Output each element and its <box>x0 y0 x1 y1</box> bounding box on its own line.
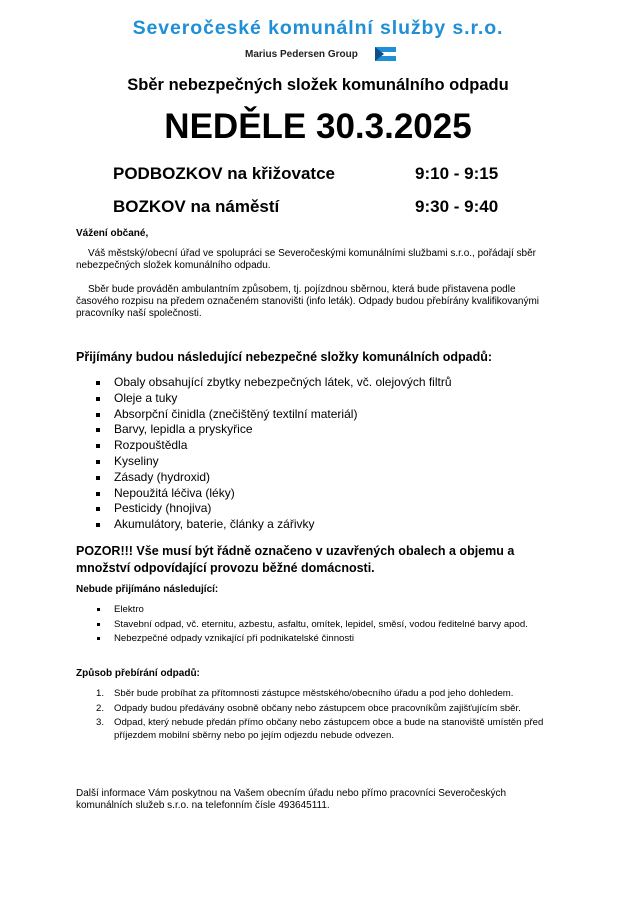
list-item <box>96 688 566 700</box>
accepted-list <box>96 375 452 533</box>
list-item-text: Kyseliny <box>114 453 159 468</box>
greeting: Vážení občané, <box>76 228 149 239</box>
stop-time: 9:10 - 9:15 <box>415 164 499 183</box>
list-item <box>96 619 556 631</box>
list-item <box>96 633 556 645</box>
list-item-text: Oleje a tuky <box>114 390 178 405</box>
list-item-text: Barvy, lepidla a pryskyřice <box>114 422 253 437</box>
method-list <box>96 688 566 744</box>
list-number: 2. <box>96 702 105 714</box>
method-paragraph: Sběr bude prováděn ambulantním způsobem, tj. pojízdnou sběrnou, která bude přistavena podle časového rozpisu na předem označeném stanovišti (info leták). Odpady budou přebírány kvalifikovanými pracovníky naší společnosti. <box>76 284 540 320</box>
warning-text: POZOR!!! Vše musí být řádně označeno v uzavřených obalech a objemu a množství odpovídající provozu běžné domácnosti. <box>76 544 515 575</box>
bullet-icon <box>96 507 100 511</box>
list-item-text: Odpady budou předávány osobně občany nebo zástupcem obce pracovníkům zajišťujícím sběr. <box>114 702 521 714</box>
list-item <box>96 717 566 741</box>
group-name: Marius Pedersen Group <box>245 49 358 60</box>
stop-place: PODBOZKOV na křižovatce <box>113 164 336 183</box>
list-item-text: Akumulátory, baterie, články a zářivky <box>114 517 315 532</box>
not-accepted-list <box>96 604 556 648</box>
list-item <box>96 470 452 486</box>
marius-pedersen-logo-icon <box>375 47 396 61</box>
list-item <box>96 604 556 616</box>
list-item-text: Sběr bude probíhat za přítomnosti zástupce městského/obecního úřadu a pod jeho dohledem. <box>114 688 514 699</box>
list-item <box>96 438 452 454</box>
bullet-icon <box>97 623 100 626</box>
list-number: 1. <box>96 688 105 699</box>
stop-row <box>113 164 499 184</box>
bullet-icon <box>96 381 100 385</box>
list-item-text: Odpad, který nebude předán přímo občany nebo zástupcem obce a bude na stanoviště umístěn před příjezdem mobilní sběrny nebo po jejím odjezdu nebude odvezen. <box>114 717 544 741</box>
bullet-icon <box>96 460 100 464</box>
list-item-text: Nebezpečné odpady vznikající při podnikatelské činnosti <box>114 633 354 645</box>
list-item-text: Absorpční činidla (znečištěný textilní materiál) <box>114 406 358 421</box>
method-heading: Způsob přebírání odpadů: <box>76 668 200 679</box>
list-item <box>96 375 452 391</box>
list-item <box>96 703 566 715</box>
bullet-icon <box>96 428 100 432</box>
list-item <box>96 407 452 423</box>
list-number: 3. <box>96 717 105 729</box>
not-accepted-heading: Nebude přijímáno následující: <box>76 584 219 595</box>
bullet-icon <box>97 608 100 611</box>
list-item-text: Nepoužitá léčiva (léky) <box>114 485 235 500</box>
bullet-icon <box>96 523 100 527</box>
company-name: Severočeské komunální služby s.r.o. <box>132 17 504 39</box>
event-date: NEDĚLE 30.3.2025 <box>164 107 472 146</box>
list-item-text: Pesticidy (hnojiva) <box>114 501 212 516</box>
stop-place: BOZKOV na náměstí <box>113 197 280 216</box>
bullet-icon <box>96 492 100 496</box>
bullet-icon <box>96 476 100 480</box>
list-item <box>96 517 452 533</box>
bullet-icon <box>96 413 100 417</box>
list-item <box>96 422 452 438</box>
list-item <box>96 454 452 470</box>
list-item-text: Stavební odpad, vč. eternitu, azbestu, asfaltu, omítek, lepidel, směsí, vodou ředitelné barvy apod. <box>114 618 528 630</box>
stop-time: 9:30 - 9:40 <box>415 197 499 216</box>
accepted-heading: Přijímány budou následující nebezpečné složky komunálních odpadů: <box>76 350 493 364</box>
page-title: Sběr nebezpečných složek komunálního odpadu <box>127 76 509 94</box>
list-item-text: Rozpouštědla <box>114 438 188 453</box>
list-item <box>96 486 452 502</box>
list-item-text: Obaly obsahující zbytky nebezpečných látek, vč. olejových filtrů <box>114 375 452 389</box>
bullet-icon <box>97 637 100 640</box>
list-item <box>96 391 452 407</box>
intro-paragraph: Váš městský/obecní úřad ve spolupráci se Severočeskými komunálními službami s.r.o., pořádají sběr nebezpečných složek komunálního odpadu. <box>76 248 536 272</box>
bullet-icon <box>96 397 100 401</box>
list-item-text: Elektro <box>114 604 144 615</box>
stop-row <box>113 197 499 217</box>
bullet-icon <box>96 444 100 448</box>
group-line <box>0 47 636 63</box>
list-item-text: Zásady (hydroxid) <box>114 469 211 484</box>
list-item <box>96 501 452 517</box>
footer-contact: Další informace Vám poskytnou na Vašem obecním úřadu nebo přímo pracovníci Severočeských komunálních služeb s.r.o. na telefonním čísle 493645111. <box>76 788 507 812</box>
